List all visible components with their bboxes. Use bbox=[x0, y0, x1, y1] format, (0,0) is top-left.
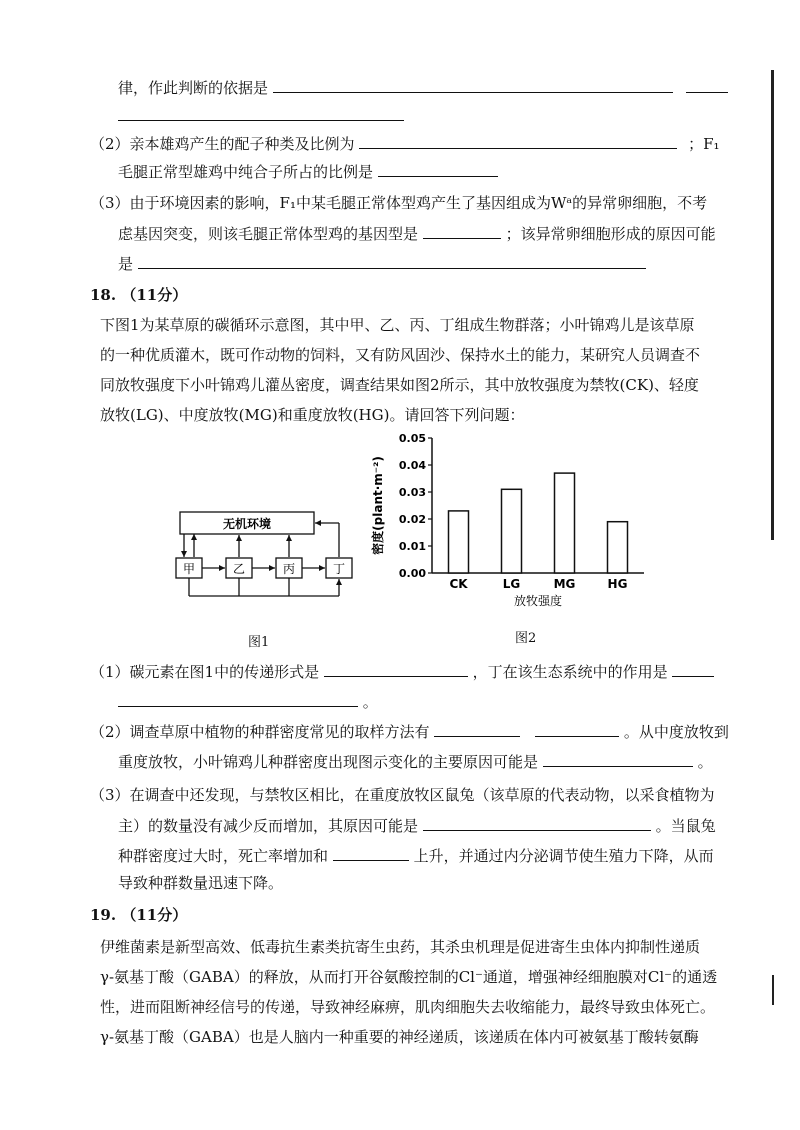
q18-p2-text: 。 bbox=[697, 753, 713, 771]
figure-2-caption: 图2 bbox=[515, 631, 537, 646]
q19-header: 19. （11分） bbox=[90, 906, 188, 924]
y-axis-label: 密度(plant·m⁻²) bbox=[371, 456, 385, 555]
q18-p3-text: （3）在调查中还发现，与禁牧区相比，在重度放牧区鼠兔（该草原的代表动物，以采食植物为 bbox=[90, 786, 715, 804]
q17-p3-text: 是 bbox=[118, 255, 134, 273]
q18-p1-line-2 bbox=[118, 690, 378, 713]
q19-line-3: 性，进而阻断神经信号的传递，导致神经麻痹，肌肉细胞失去收缩能力，最终导致虫体死亡。 bbox=[100, 998, 716, 1016]
y-tick-label: 0.01 bbox=[398, 540, 426, 553]
q19-line-4: γ-氨基丁酸（GABA）也是人脑内一种重要的神经递质，该递质在体内可被氨基丁酸转氨酶 bbox=[100, 1028, 699, 1046]
y-tick-label: 0.02 bbox=[398, 513, 426, 526]
q18-intro-1: 下图1为某草原的碳循环示意图，其中甲、乙、丙、丁组成生物群落；小叶锦鸡儿是该草原 bbox=[100, 316, 695, 334]
q17-p3-line-3 bbox=[118, 252, 646, 275]
node-jia: 甲 bbox=[182, 562, 196, 576]
q18-p2-text: （2）调查草原中植物的种群密度常见的取样方法有 bbox=[90, 723, 430, 741]
answer-blank[interactable] bbox=[359, 132, 677, 149]
answer-blank[interactable] bbox=[378, 160, 498, 177]
q18-p1-text: （1）碳元素在图1中的传递形式是 bbox=[90, 663, 320, 681]
x-tick-label: MG bbox=[553, 577, 576, 591]
node-bing: 丙 bbox=[282, 562, 296, 576]
q18-p1-text: ，丁在该生态系统中的作用是 bbox=[472, 663, 668, 681]
q19-line-1: 伊维菌素是新型高效、低毒抗生素类抗寄生虫药，其杀虫机理是促进寄生虫体内抑制性递质 bbox=[100, 938, 701, 956]
q17-p2-line-2 bbox=[118, 160, 498, 183]
y-tick-label: 0.00 bbox=[398, 567, 426, 580]
bar-lg bbox=[502, 489, 522, 573]
y-tick-label: 0.04 bbox=[398, 459, 426, 472]
answer-blank[interactable] bbox=[672, 660, 714, 677]
bar-hg bbox=[608, 522, 628, 573]
q17-p3-line bbox=[90, 192, 707, 214]
q17-p2-line bbox=[90, 132, 720, 155]
y-tick-label: 0.03 bbox=[398, 486, 426, 499]
q17-p3-text: 虑基因突变，则该毛腿正常体型鸡的基因型是 bbox=[118, 225, 419, 243]
q17-p3-text: （3）由于环境因素的影响，F₁中某毛腿正常体型鸡产生了基因组成为Wᵃ的异常卵细胞，不考 bbox=[90, 194, 708, 212]
answer-blank[interactable] bbox=[423, 814, 651, 831]
q18-p3-line-4: 导致种群数量迅速下降。 bbox=[118, 874, 284, 892]
q18-p2-line-2 bbox=[118, 750, 713, 773]
figure-1-caption: 图1 bbox=[248, 635, 270, 650]
q19-line-2: γ-氨基丁酸（GABA）的释放，从而打开谷氨酸控制的Cl⁻通道，增强神经细胞膜对Cl⁻的通透 bbox=[100, 968, 718, 986]
answer-blank[interactable] bbox=[535, 720, 619, 737]
answer-blank[interactable] bbox=[273, 76, 673, 93]
q18-p2-text: 重度放牧，小叶锦鸡儿种群密度出现图示变化的主要原因可能是 bbox=[118, 753, 539, 771]
margin-binding-line bbox=[771, 70, 774, 540]
answer-blank[interactable] bbox=[434, 720, 520, 737]
q18-p3-text: 。当鼠兔 bbox=[655, 817, 716, 835]
x-tick-label: LG bbox=[502, 577, 521, 591]
q18-p3-text: 种群密度过大时，死亡率增加和 bbox=[118, 847, 329, 865]
q17-p2-text: （2）亲本雄鸡产生的配子种类及比例为 bbox=[90, 135, 355, 153]
figure-2-bar-chart bbox=[360, 430, 660, 630]
x-tick-label: CK bbox=[449, 577, 468, 591]
answer-blank[interactable] bbox=[423, 222, 501, 239]
answer-blank[interactable] bbox=[324, 660, 468, 677]
node-inorganic-env: 无机环境 bbox=[222, 517, 272, 531]
q18-p3-line-3 bbox=[118, 844, 714, 867]
q18-intro-4: 放牧(LG)、中度放牧(MG)和重度放牧(HG)。请回答下列问题： bbox=[100, 406, 525, 424]
q18-p2-text: 。从中度放牧到 bbox=[623, 723, 729, 741]
answer-blank[interactable] bbox=[686, 76, 728, 93]
q18-p3-line bbox=[90, 784, 715, 806]
q17-text: 律，作此判断的依据是 bbox=[118, 79, 269, 97]
bar-ck bbox=[449, 511, 469, 573]
answer-blank[interactable] bbox=[118, 690, 358, 707]
q18-p1-line bbox=[90, 660, 714, 683]
q17-p3-text: ；该异常卵细胞形成的原因可能 bbox=[505, 225, 716, 243]
answer-blank[interactable] bbox=[333, 844, 409, 861]
bar-mg bbox=[555, 473, 575, 573]
q18-p2-line bbox=[90, 720, 729, 743]
answer-blank[interactable] bbox=[118, 104, 404, 121]
x-tick-label: HG bbox=[607, 577, 628, 591]
q17-p2-text: 毛腿正常型雄鸡中纯合子所占的比例是 bbox=[118, 163, 374, 181]
y-tick-label: 0.05 bbox=[398, 432, 426, 445]
q17-p3-line-2 bbox=[118, 222, 716, 245]
node-yi: 乙 bbox=[232, 562, 246, 576]
q18-intro-2: 的一种优质灌木，既可作动物的饲料，又有防风固沙、保持水土的能力，某研究人员调查不 bbox=[100, 346, 701, 364]
figure-1-carbon-cycle bbox=[170, 500, 370, 650]
q18-p3-line-2 bbox=[118, 814, 716, 837]
q18-intro-3: 同放牧强度下小叶锦鸡儿灌丛密度，调查结果如图2所示，其中放牧强度为禁牧(CK)、轻度 bbox=[100, 376, 699, 394]
node-ding: 丁 bbox=[332, 562, 346, 576]
margin-binding-mark bbox=[772, 975, 774, 1005]
q18-p3-text: 上升，并通过内分泌调节使生殖力下降，从而 bbox=[413, 847, 714, 865]
q18-p3-text: 主）的数量没有减少反而增加，其原因可能是 bbox=[118, 817, 419, 835]
answer-blank[interactable] bbox=[138, 252, 646, 269]
answer-blank[interactable] bbox=[543, 750, 693, 767]
q17-line-2 bbox=[118, 104, 404, 127]
q17-line-1 bbox=[118, 76, 728, 99]
q17-p2-text: ；F₁ bbox=[688, 135, 720, 153]
q18-p1-text: 。 bbox=[362, 693, 378, 711]
q18-header: 18. （11分） bbox=[90, 286, 188, 304]
x-axis-label: 放牧强度 bbox=[513, 594, 563, 608]
